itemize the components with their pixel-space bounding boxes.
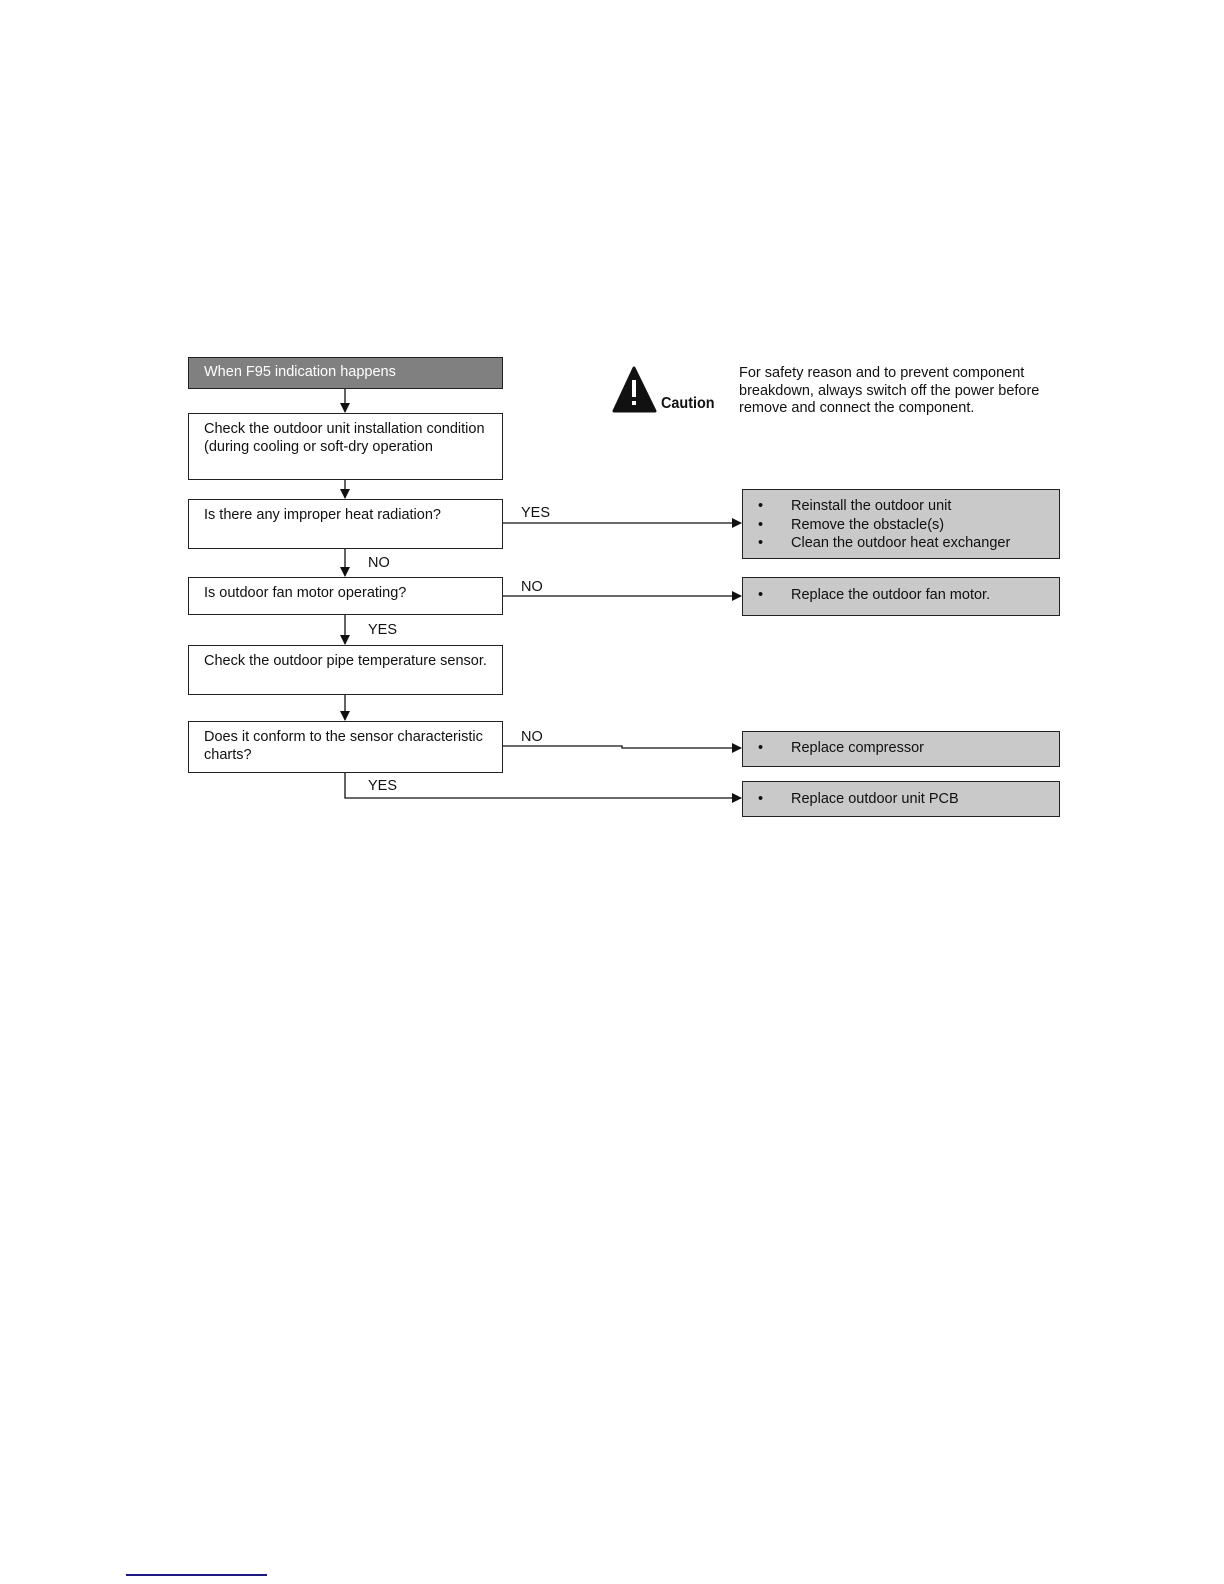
result-item: • Replace compressor: [758, 739, 1059, 758]
step-sensor-chart: Does it conform to the sensor characteristic charts?: [188, 721, 503, 773]
footer-line: [126, 1574, 267, 1576]
step-heat-radiation: Is there any improper heat radiation?: [188, 499, 503, 549]
result-item: • Clean the outdoor heat exchanger: [758, 534, 1059, 553]
step-pipe-sensor: Check the outdoor pipe temperature sensor.: [188, 645, 503, 695]
arrow-step5-yes: [345, 772, 741, 798]
label-yes: YES: [368, 778, 398, 794]
result-item: • Replace the outdoor fan motor.: [758, 586, 1059, 605]
result-item: • Replace outdoor unit PCB: [758, 790, 1059, 809]
step-check-installation: Check the outdoor unit installation condition (during cooling or soft-dry operation: [188, 413, 503, 480]
result-compressor: [742, 731, 1060, 767]
caution-text: For safety reason and to prevent component breakdown, always switch off the power before remove and connect the component.: [739, 365, 1040, 416]
caution-icon: [614, 368, 655, 411]
result-item: • Reinstall the outdoor unit: [758, 497, 1059, 516]
label-no: NO: [521, 729, 543, 745]
label-no: NO: [521, 579, 543, 595]
result-reinstall: [742, 489, 1060, 559]
start-box: When F95 indication happens: [188, 357, 503, 389]
caution-label: Caution: [661, 395, 715, 412]
step-fan-motor: Is outdoor fan motor operating?: [188, 577, 503, 615]
label-yes: YES: [368, 622, 398, 638]
label-yes: YES: [521, 505, 551, 521]
result-pcb: [742, 781, 1060, 817]
result-item: • Remove the obstacle(s): [758, 516, 1059, 535]
arrow-step5-no: [502, 746, 741, 748]
result-fan-motor: [742, 577, 1060, 616]
label-no: NO: [368, 555, 390, 571]
